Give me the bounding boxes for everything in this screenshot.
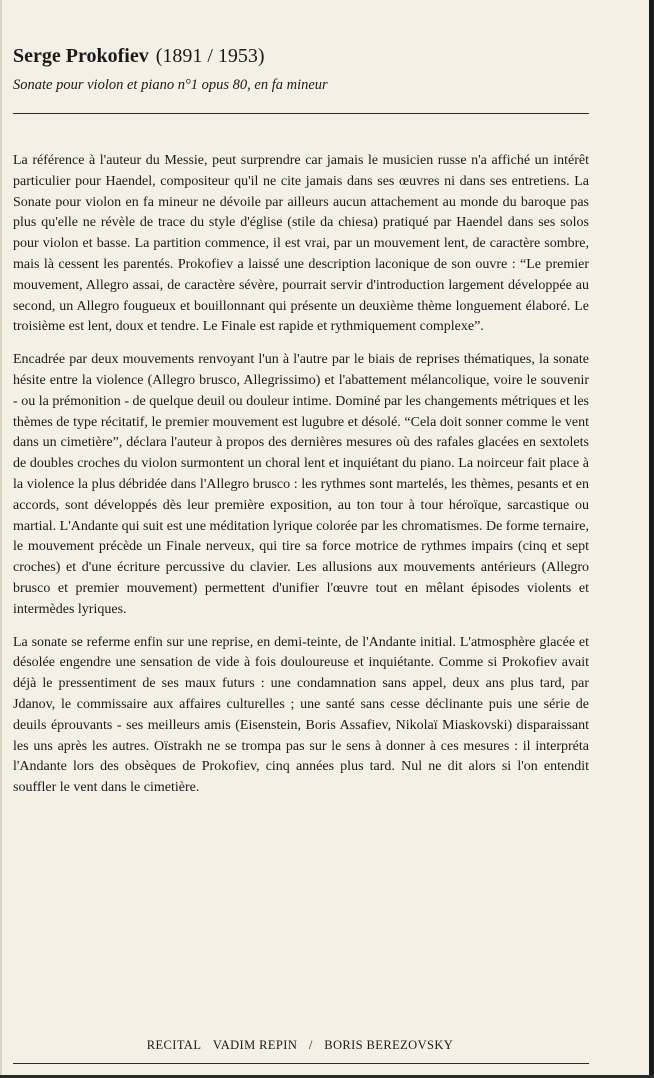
page-header (13, 44, 589, 94)
page-edge-left (0, 0, 2, 1078)
page-footer (0, 1037, 600, 1053)
work-subtitle: Sonate pour violon et piano n°1 opus 80, en fa mineur (13, 77, 328, 93)
footer-label: RECITAL (146, 1038, 202, 1052)
article-body (13, 151, 589, 811)
title-line (13, 44, 589, 68)
composer-name: Serge Prokofiev (13, 45, 149, 67)
page-border-right (649, 0, 654, 1078)
footer-performer-2: BORIS BEREZOVSKY (324, 1038, 454, 1052)
paragraph-3: La sonate se referme enfin sur une reprise, en demi-teinte, de l'Andante initial. L'atmosphère glacée et désolée engendre une sensation de vide à fois douloureuse et inquiétante. Comme si Prokofiev avait déjà le pressentiment de ses maux futurs : une condamnation sans appel, deux ans plus tard, par Jdanov, le commissaire aux affaires culturelles ; une santé sans cesse déclinante puis une série de deuils éprouvants - ses meilleurs amis (Eisenstein, Boris Assafiev, Nikolaï Miaskovski) disparaissant les uns après les autres. Oïstrakh ne se trompa pas sur le sens à donner à ces mesures : il interpréta l'Andante lors des obsèques de Prokofiev, cinq années plus tard. Nul ne dit alors si l'on entendit souffler le vent dans le cimetière. (13, 634, 589, 796)
paragraph-1: La référence à l'auteur du Messie, peut surprendre car jamais le musicien russe n'a affiché un intérêt particulier pour Haendel, compositeur qu'il ne cite jamais dans ses œuvres ni dans ses entretiens. La Sonate pour violon en fa mineur ne dévoile par ailleurs aucun attachement au monde du baroque pas plus qu'elle ne révèle de trace du style d'église (stile da chiesa) pratiqué par Haendel dans ses solos pour violon et basse. La partition commence, il est vrai, par un mouvement lent, de caractère sombre, mais là cessent les parentés. Prokofiev a laissé une description laconique de son ouvre : “Le premier mouvement, Allegro assai, de caractère sévère, pourrait servir d'introduction largement développée au second, un Allegro fougueux et bouillonnant qui présente un deuxième thème longuement élaboré. Le troisième est lent, doux et tendre. Le Finale est rapide et rythmiquement complexe”. (13, 153, 589, 335)
header-divider (13, 113, 589, 114)
footer-separator: / (308, 1038, 313, 1052)
paragraph-2: Encadrée par deux mouvements renvoyant l'un à l'autre par le biais de reprises thématiques, la sonate hésite entre la violence (Allegro brusco, Allegrissimo) et l'abattement mélancolique, voire le souvenir - ou la prémonition - de quelque deuil ou douleur intime. Dominé par les changements métriques et les thèmes de type récitatif, le premier mouvement est lugubre et désolé. “Cela doit sonner comme le vent dans un cimetière”, déclara l'auteur à propos des dernières mesures où des rafales glacées en sextolets de doubles croches du violon surmontent un choral lent et inquiétant du piano. La noirceur fait place à la violence la plus débridée dans l'Allegro brusco : les rythmes sont martelés, les thèmes, pesants et en accords, sont développés dès leur première exposition, au ton tour à tour héroïque, sarcastique ou martial. L'Andante qui suit est une méditation lyrique colorée par les chromatismes. De forme ternaire, le mouvement précède un Finale nerveux, qui tire sa force motrice de rythmes impairs (cinq et sept croches) et d'une écriture percussive du clavier. Les allusions aux mouvements antérieurs (Allegro brusco et premier mouvement) permettent d'unifier l'œuvre tout en mêlant épisodes violents et intermèdes lyriques. (13, 352, 589, 617)
footer-performer-1: VADIM REPIN (212, 1038, 298, 1052)
composer-dates: (1891 / 1953) (155, 45, 265, 67)
footer-divider (13, 1063, 589, 1064)
